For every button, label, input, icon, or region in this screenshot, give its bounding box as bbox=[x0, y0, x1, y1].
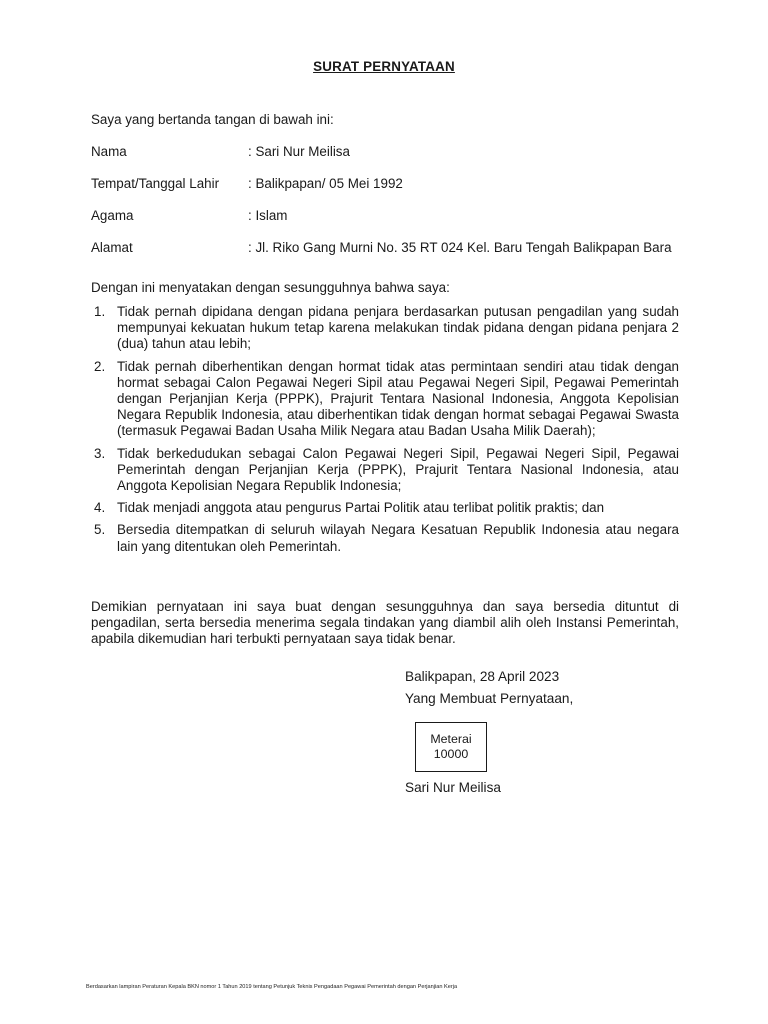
field-label: Agama bbox=[91, 208, 134, 223]
signer-name: Sari Nur Meilisa bbox=[405, 780, 501, 795]
statement-text: Bersedia ditempatkan di seluruh wilayah Negara Kesatuan Republik Indonesia atau negara lain yang ditentukan oleh Pemerintah. bbox=[117, 522, 679, 554]
statement-item bbox=[91, 359, 679, 440]
stamp-label: Meterai bbox=[430, 732, 472, 746]
statement-text: Tidak menjadi anggota atau pengurus Partai Politik atau terlibat politik praktis; dan bbox=[117, 500, 605, 516]
field-label: Nama bbox=[91, 144, 127, 159]
statement-number: 2. bbox=[94, 358, 106, 374]
footer-note: Berdasarkan lampiran Peraturan Kepala BKN nomor 1 Tahun 2019 tentang Petunjuk Teknis Pengadaan Pegawai Pemerintah dengan Perjanjian Kerja bbox=[86, 984, 458, 990]
statement-number: 3. bbox=[94, 445, 106, 461]
field-value: : Balikpapan/ 05 Mei 1992 bbox=[248, 176, 403, 191]
statement-number: 1. bbox=[94, 304, 106, 319]
statement-number: 5. bbox=[94, 522, 106, 538]
statement-list bbox=[91, 304, 679, 561]
statement-item bbox=[91, 446, 679, 495]
statement-item bbox=[91, 500, 679, 516]
place-date: Balikpapan, 28 April 2023 bbox=[405, 669, 560, 684]
field-label: Tempat/Tanggal Lahir bbox=[91, 176, 220, 191]
statement-text: Tidak pernah diberhentikan dengan hormat tidak atas permintaan sendiri atau tidak dengan hormat sebagai Calon Pegawai Negeri Sipil atau Pegawai Negeri Sipil, Pegawai Pemerintah dengan Perjanjian Kerja (PPPK), Prajurit Tentara Nasional Indonesia, Anggota Kepolisian Negara Republik Indonesia, atau diberhentikan tidak dengan hormat sebagai Pegawai Swasta (termasuk Pegawai Badan Usaha Milik Negara atau Badan Usaha Milik Daerah); bbox=[117, 358, 679, 439]
field-value: : Islam bbox=[248, 208, 288, 223]
field-tempat-tanggal-lahir bbox=[91, 176, 711, 194]
field-label: Alamat bbox=[91, 240, 133, 255]
statement-item bbox=[91, 522, 679, 554]
field-value: : Sari Nur Meilisa bbox=[248, 144, 350, 159]
document-title: SURAT PERNYATAAN bbox=[313, 59, 455, 74]
statement-text: Tidak pernah dipidana dengan pidana penjara berdasarkan putusan pengadilan yang sudah mempunyai kekuatan hukum tetap karena melakukan tindak pidana dengan pidana penjara 2 (dua) tahun atau lebih; bbox=[117, 304, 679, 352]
closing-paragraph: Demikian pernyataan ini saya buat dengan sesungguhnya dan saya bersedia dituntut di pengadilan, serta bersedia menerima segala tindakan yang diambil alih oleh Instansi Pemerintah, apabila dikemudian hari terbukti pernyataan saya tidak benar. bbox=[91, 599, 679, 647]
field-agama bbox=[91, 208, 711, 226]
declaration-intro: Dengan ini menyatakan dengan sesungguhnya bahwa saya: bbox=[91, 280, 450, 295]
statement-item bbox=[91, 304, 679, 353]
stamp-box bbox=[415, 722, 487, 772]
signer-caption: Yang Membuat Pernyataan, bbox=[405, 691, 574, 706]
signature-block bbox=[405, 666, 573, 710]
stamp-value: 10000 bbox=[433, 747, 469, 761]
statement-text: Tidak berkedudukan sebagai Calon Pegawai Negeri Sipil, Pegawai Negeri Sipil, Pegawai Pemerintah dengan Perjanjian Kerja (PPPK), Prajurit Tentara Nasional Indonesia, atau Anggota Kepolisian Negara Republik Indonesia; bbox=[117, 445, 679, 494]
field-value: : Jl. Riko Gang Murni No. 35 RT 024 Kel. Baru Tengah Balikpapan Bara bbox=[248, 240, 672, 255]
statement-number: 4. bbox=[94, 500, 106, 516]
field-nama bbox=[91, 144, 711, 162]
intro-text: Saya yang bertanda tangan di bawah ini: bbox=[91, 112, 334, 127]
field-alamat bbox=[91, 240, 711, 258]
